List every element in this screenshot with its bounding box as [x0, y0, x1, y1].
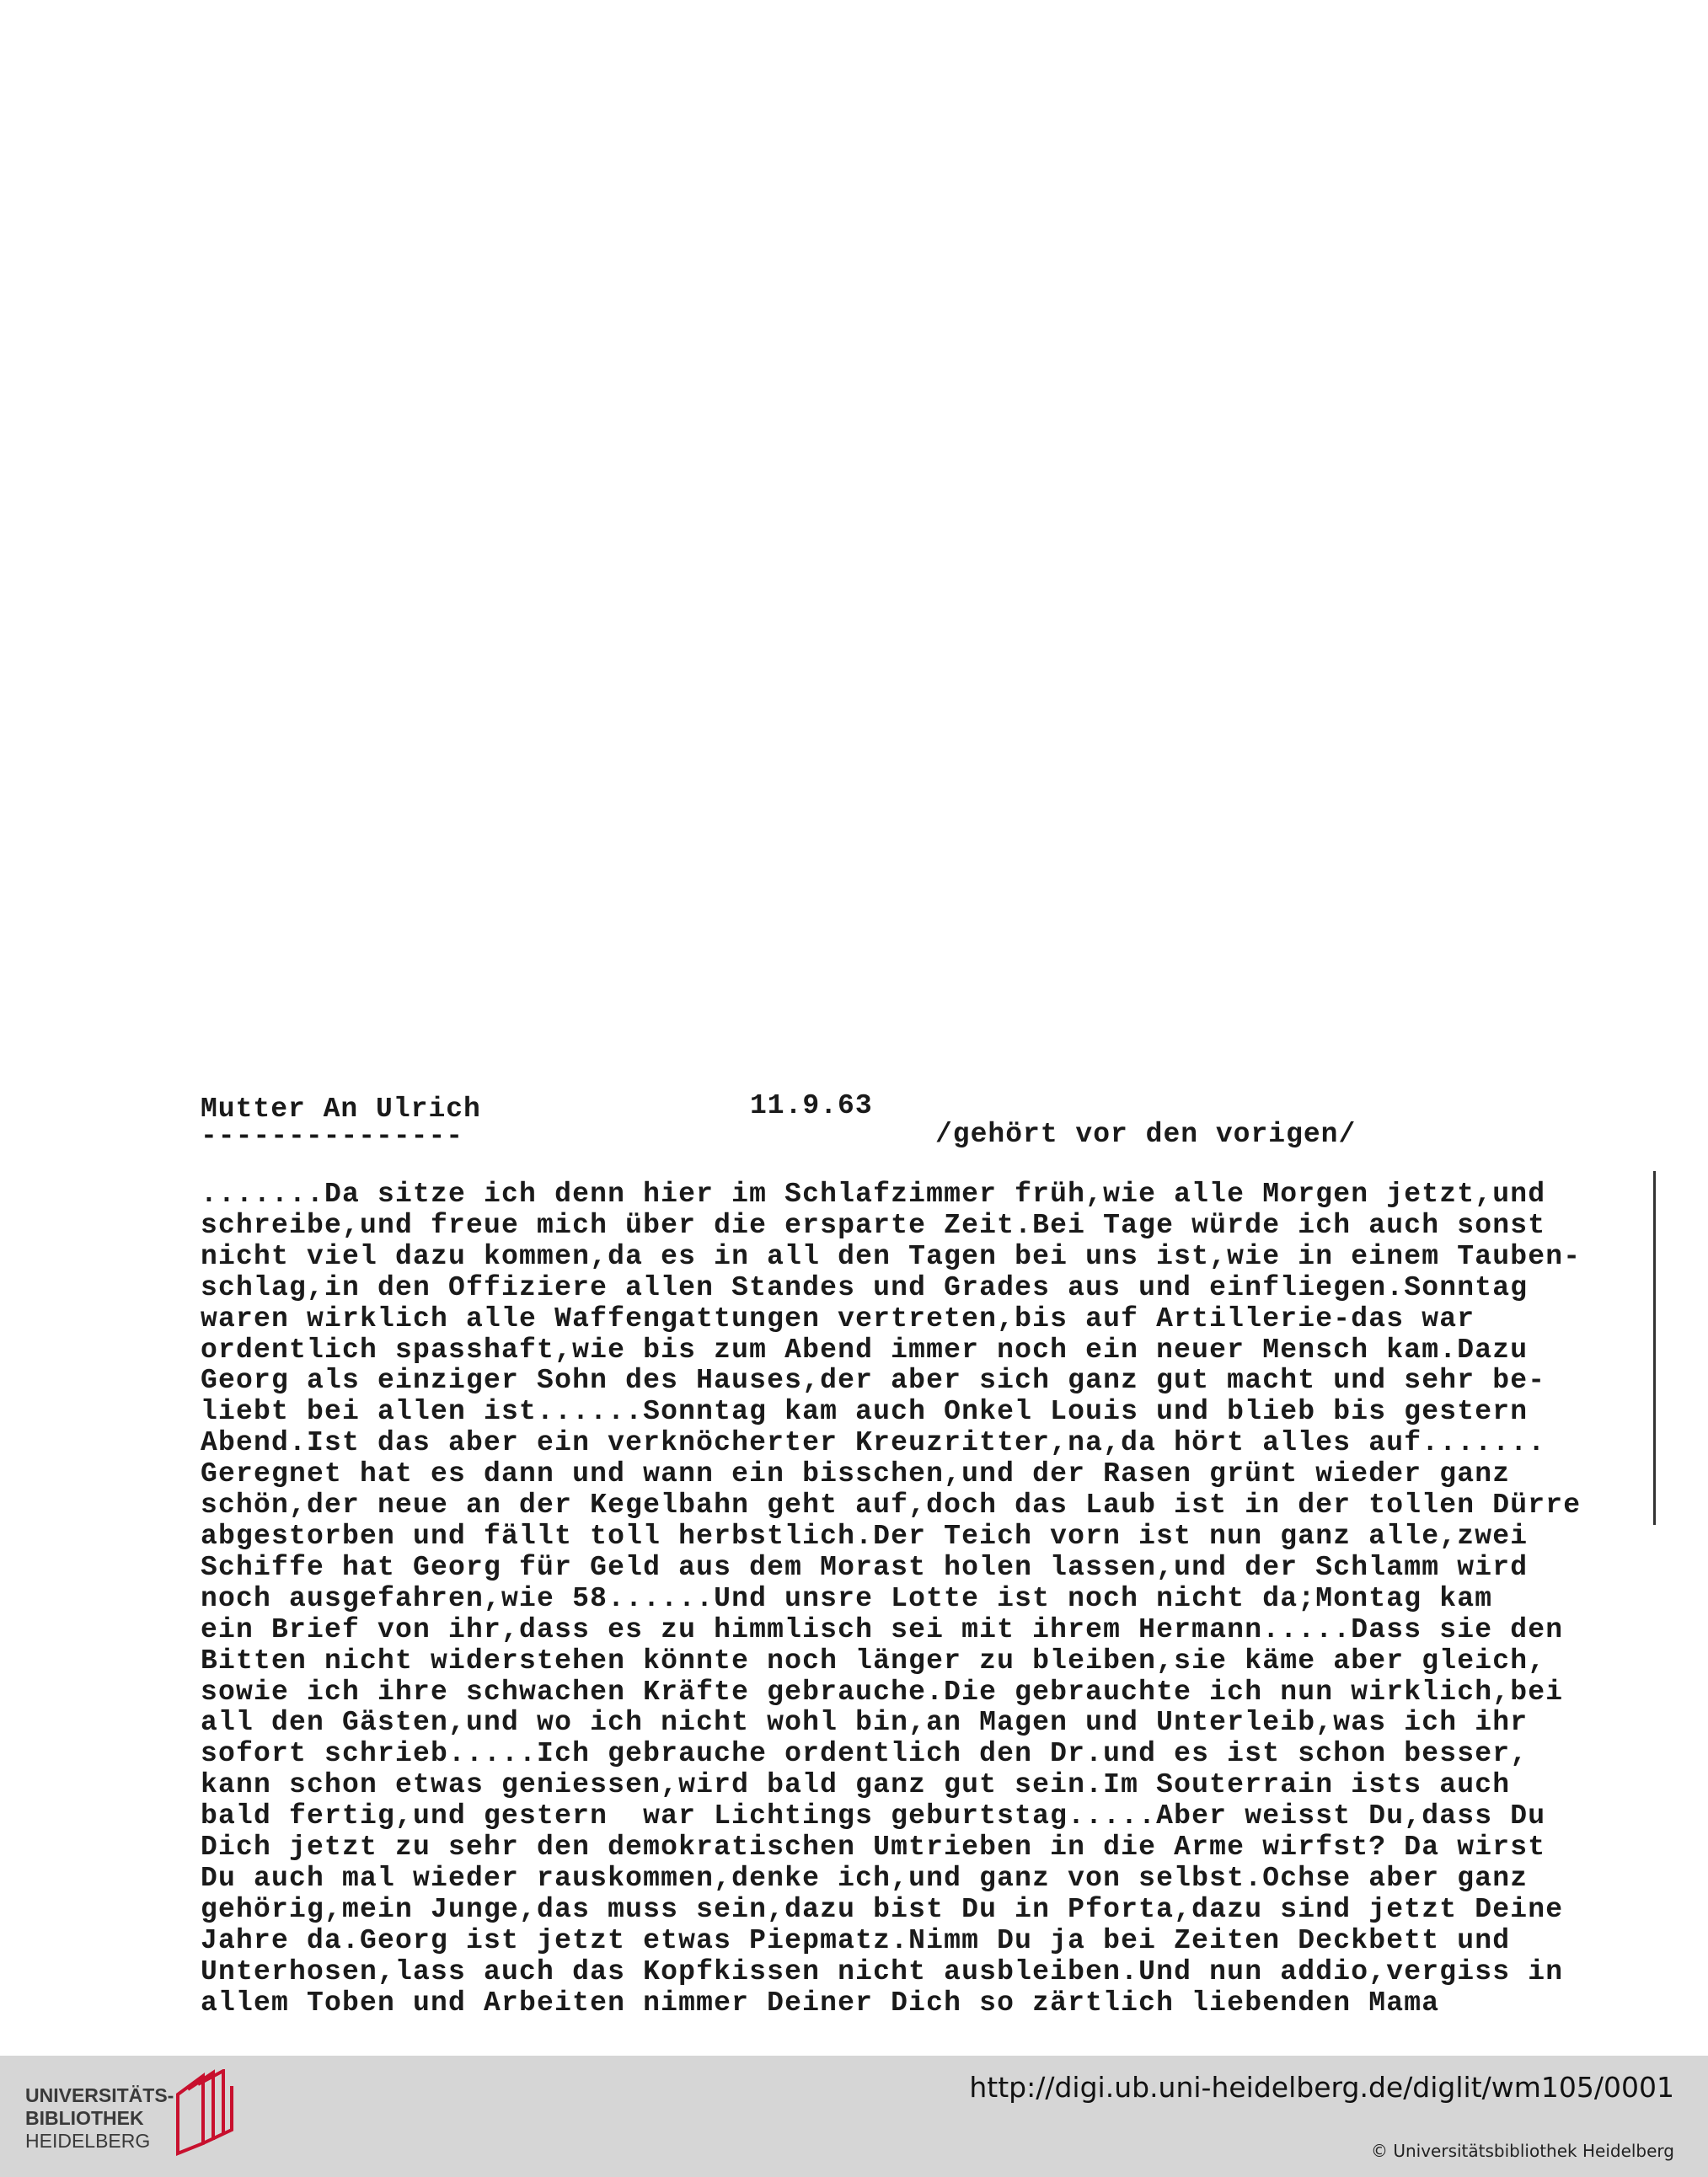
letter-heading: Mutter An Ulrich	[201, 1094, 481, 1125]
scan-edge-line	[1653, 1171, 1656, 1525]
library-book-logo-icon	[173, 2069, 237, 2157]
logo-line-2: BIBLIOTHEK	[25, 2107, 144, 2129]
letter-line: sofort schrieb.....Ich gebrauche ordentlich den Dr.und es ist schon besser,	[201, 1738, 1529, 1770]
letter-line: Abend.Ist das aber ein verknöcherter Kreuzritter,na,da hört alles auf.......	[201, 1427, 1546, 1459]
letter-line: Dich jetzt zu sehr den demokratischen Umtrieben in die Arme wirfst? Da wirst	[201, 1832, 1546, 1864]
footer-copyright: © Universitätsbibliothek Heidelberg	[1370, 2141, 1674, 2161]
heading-underline: ---------------	[201, 1121, 464, 1152]
letter-line: schlag,in den Offiziere allen Standes und Grades aus und einfliegen.Sonntag	[201, 1271, 1529, 1303]
letter-note: /gehört vor den vorigen/	[935, 1119, 1357, 1150]
letter-date: 11.9.63	[750, 1090, 873, 1121]
letter-line: liebt bei allen ist......Sonntag kam auch Onkel Louis und blieb bis gestern	[201, 1396, 1529, 1428]
logo-line-1: UNIVERSITÄTS-	[25, 2084, 174, 2106]
letter-line: bald fertig,und gestern war Lichtings geburtstag.....Aber weisst Du,dass Du	[201, 1800, 1546, 1832]
library-logo-text	[25, 2084, 174, 2153]
letter-line: kann schon etwas geniessen,wird bald ganz gut sein.Im Souterrain ists auch	[201, 1769, 1511, 1801]
letter-line: waren wirklich alle Waffengattungen vertreten,bis auf Artillerie-das war	[201, 1302, 1475, 1335]
letter-line: ein Brief von ihr,dass es zu himmlisch sei mit ihrem Hermann.....Dass sie den	[201, 1613, 1564, 1645]
letter-line: all den Gästen,und wo ich nicht wohl bin,an Magen und Unterleib,was ich ihr	[201, 1707, 1529, 1739]
letter-line: Du auch mal wieder rauskommen,denke ich,und ganz von selbst.Ochse aber ganz	[201, 1862, 1529, 1894]
letter-line: Georg als einziger Sohn des Hauses,der aber sich ganz gut macht und sehr be-	[201, 1365, 1546, 1397]
letter-line: Geregnet hat es dann und wann ein bisschen,und der Rasen grünt wieder ganz	[201, 1458, 1511, 1490]
letter-line: ordentlich spasshaft,wie bis zum Abend immer noch ein neuer Mensch kam.Dazu	[201, 1334, 1529, 1366]
letter-line: .......Da sitze ich denn hier im Schlafzimmer früh,wie alle Morgen jetzt,und	[201, 1179, 1546, 1210]
letter-line: schreibe,und freue mich über die ersparte Zeit.Bei Tage würde ich auch sonst	[201, 1209, 1546, 1241]
letter-line: Unterhosen,lass auch das Kopfkissen nicht ausbleiben.Und nun addio,vergiss in	[201, 1955, 1564, 1987]
letter-line: sowie ich ihre schwachen Kräfte gebrauche.Die gebrauchte ich nun wirklich,bei	[201, 1676, 1564, 1708]
letter-line: noch ausgefahren,wie 58......Und unsre Lotte ist noch nicht da;Montag kam	[201, 1582, 1493, 1614]
letter-line: gehörig,mein Junge,das muss sein,dazu bist Du in Pforta,dazu sind jetzt Deine	[201, 1893, 1564, 1925]
letter-line: abgestorben und fällt toll herbstlich.Der Teich vorn ist nun ganz alle,zwei	[201, 1520, 1529, 1552]
letter-line: Jahre da.Georg ist jetzt etwas Piepmatz.Nimm Du ja bei Zeiten Deckbett und	[201, 1924, 1511, 1956]
letter-body	[201, 1179, 1650, 2019]
footer-url-link[interactable]: http://digi.ub.uni-heidelberg.de/diglit/wm105/0001	[969, 2071, 1674, 2104]
letter-line: Bitten nicht widerstehen könnte noch länger zu bleiben,sie käme aber gleich,	[201, 1645, 1546, 1677]
letter-line: schön,der neue an der Kegelbahn geht auf,doch das Laub ist in der tollen Dürre	[201, 1490, 1582, 1522]
letter-line: nicht viel dazu kommen,da es in all den Tagen bei uns ist,wie in einem Tauben-	[201, 1240, 1582, 1272]
letter-line: Schiffe hat Georg für Geld aus dem Morast holen lassen,und der Schlamm wird	[201, 1551, 1529, 1583]
letter-line: allem Toben und Arbeiten nimmer Deiner Dich so zärtlich liebenden Mama	[201, 1987, 1440, 2019]
logo-line-3: HEIDELBERG	[25, 2130, 151, 2152]
